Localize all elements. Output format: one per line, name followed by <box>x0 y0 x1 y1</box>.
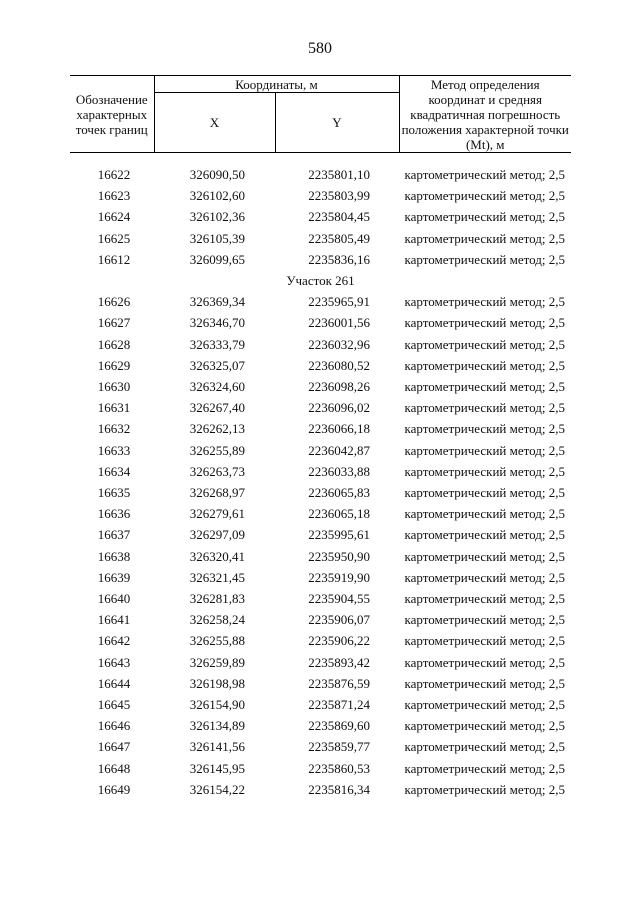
cell-method: картометрический метод; 2,5 <box>404 548 565 564</box>
cell-point-number: 16622 <box>97 167 131 182</box>
cell-y: 2235871,24 <box>308 697 370 713</box>
cell-x: 326281,83 <box>189 591 245 607</box>
coordinates-table-container <box>70 75 571 800</box>
cell-x: 326102,36 <box>189 209 245 225</box>
cell-method: картометрический метод; 2,5 <box>404 527 565 543</box>
cell-method: картометрический метод; 2,5 <box>404 357 565 373</box>
cell-point-number: 16627 <box>97 315 131 331</box>
cell-point-number: 16623 <box>97 188 131 204</box>
cell-y: 2236065,18 <box>308 506 370 522</box>
table-row <box>70 758 571 779</box>
table-row <box>70 461 571 482</box>
cell-x: 326321,45 <box>189 569 245 585</box>
cell-x: 326099,65 <box>189 251 245 267</box>
cell-method: картометрический метод; 2,5 <box>404 506 565 522</box>
cell-y: 2235893,42 <box>308 654 370 670</box>
cell-y: 2236098,26 <box>308 379 370 395</box>
coordinates-table <box>70 75 571 800</box>
header-method: Метод определения координат и средняя квадратичная погрешность положения характерной точки (Mt), м <box>399 76 571 153</box>
table-row <box>70 312 571 333</box>
header-y: Y <box>275 93 399 153</box>
cell-x: 326320,41 <box>189 548 245 564</box>
cell-y: 2235803,99 <box>308 188 370 204</box>
table-row <box>70 397 571 418</box>
header-designation: Обозначение характерных точек границ <box>70 76 154 153</box>
cell-method: картометрический метод; 2,5 <box>404 400 565 416</box>
cell-y: 2235869,60 <box>308 718 370 734</box>
cell-y: 2236066,18 <box>308 421 370 437</box>
table-row <box>70 652 571 673</box>
cell-x: 326141,56 <box>189 739 245 755</box>
cell-method: картометрический метод; 2,5 <box>404 315 565 331</box>
cell-point-number: 16648 <box>97 760 131 776</box>
cell-method: картометрический метод; 2,5 <box>404 442 565 458</box>
cell-x: 326263,73 <box>189 463 245 479</box>
cell-point-number: 16641 <box>97 612 131 628</box>
cell-method: картометрический метод; 2,5 <box>404 612 565 628</box>
cell-x: 326102,60 <box>189 188 245 204</box>
cell-y: 2236096,02 <box>308 400 370 416</box>
table-row <box>70 546 571 567</box>
cell-method: картометрический метод; 2,5 <box>404 209 565 225</box>
cell-point-number: 16626 <box>97 294 131 310</box>
cell-y: 2235950,90 <box>308 548 370 564</box>
cell-y: 2235860,53 <box>308 760 370 776</box>
table-row <box>70 779 571 800</box>
cell-method: картометрический метод; 2,5 <box>404 718 565 734</box>
cell-x: 326255,88 <box>189 633 245 649</box>
cell-point-number: 16646 <box>97 718 131 734</box>
cell-y: 2236032,96 <box>308 336 370 352</box>
cell-y: 2235919,90 <box>308 569 370 585</box>
cell-y: 2236001,56 <box>308 315 370 331</box>
cell-y: 2235965,91 <box>308 294 370 310</box>
cell-y: 2235816,34 <box>308 781 370 797</box>
cell-method: картометрический метод; 2,5 <box>404 485 565 501</box>
table-row <box>70 249 571 270</box>
cell-x: 326267,40 <box>189 400 245 416</box>
cell-point-number: 16633 <box>97 442 131 458</box>
cell-y: 2235805,49 <box>308 230 370 246</box>
table-row <box>70 206 571 227</box>
table-row <box>70 334 571 355</box>
cell-method: картометрический метод; 2,5 <box>404 463 565 479</box>
cell-point-number: 16628 <box>97 336 131 352</box>
table-row <box>70 630 571 651</box>
cell-point-number: 16634 <box>97 463 131 479</box>
table-row <box>70 291 571 312</box>
cell-x: 326279,61 <box>189 506 245 522</box>
cell-y: 2236080,52 <box>308 357 370 373</box>
cell-method: картометрический метод; 2,5 <box>404 739 565 755</box>
cell-x: 326268,97 <box>189 485 245 501</box>
cell-point-number: 16624 <box>97 209 131 225</box>
cell-method: картометрический метод; 2,5 <box>404 230 565 246</box>
table-row <box>70 503 571 524</box>
cell-point-number: 16639 <box>97 569 131 585</box>
table-row <box>70 609 571 630</box>
table-row <box>70 376 571 397</box>
cell-point-number: 16632 <box>97 421 131 437</box>
table-row <box>70 482 571 503</box>
cell-x: 326297,09 <box>189 527 245 543</box>
cell-point-number: 16643 <box>97 654 131 670</box>
header-x: X <box>154 93 275 153</box>
cell-method: картометрический метод; 2,5 <box>404 633 565 649</box>
cell-method: картометрический метод; 2,5 <box>404 569 565 585</box>
table-row <box>70 355 571 376</box>
section-title: Участок 261 <box>286 273 355 289</box>
cell-method: картометрический метод; 2,5 <box>404 760 565 776</box>
cell-point-number: 16631 <box>97 400 131 416</box>
table-row <box>70 588 571 609</box>
cell-y: 2236033,88 <box>308 463 370 479</box>
table-row <box>70 694 571 715</box>
table-row <box>70 228 571 249</box>
cell-y: 2235995,61 <box>308 527 370 543</box>
cell-x: 326154,22 <box>189 781 245 797</box>
cell-x: 326262,13 <box>189 421 245 437</box>
cell-point-number: 16629 <box>97 357 131 373</box>
cell-method: картометрический метод; 2,5 <box>404 421 565 437</box>
cell-point-number: 16640 <box>97 591 131 607</box>
table-row <box>70 715 571 736</box>
table-header <box>70 76 571 153</box>
cell-y: 2235836,16 <box>308 251 370 267</box>
cell-method: картометрический метод; 2,5 <box>404 781 565 797</box>
table-row <box>70 673 571 694</box>
cell-x: 326154,90 <box>189 697 245 713</box>
cell-y: 2235876,59 <box>308 675 370 691</box>
cell-y: 2236065,83 <box>308 485 370 501</box>
cell-y: 2235801,10 <box>308 167 370 182</box>
cell-method: картометрический метод; 2,5 <box>404 294 565 310</box>
cell-y: 2235904,55 <box>308 591 370 607</box>
cell-method: картометрический метод; 2,5 <box>404 379 565 395</box>
cell-x: 326255,89 <box>189 442 245 458</box>
cell-x: 326325,07 <box>189 357 245 373</box>
cell-point-number: 16644 <box>97 675 131 691</box>
cell-point-number: 16647 <box>97 739 131 755</box>
cell-x: 326346,70 <box>189 315 245 331</box>
table-row <box>70 524 571 545</box>
cell-point-number: 16635 <box>97 485 131 501</box>
table-row <box>70 185 571 206</box>
cell-y: 2235859,77 <box>308 739 370 755</box>
cell-method: картометрический метод; 2,5 <box>404 675 565 691</box>
cell-method: картометрический метод; 2,5 <box>404 336 565 352</box>
cell-point-number: 16637 <box>97 527 131 543</box>
cell-method: картометрический метод; 2,5 <box>404 188 565 204</box>
cell-point-number: 16642 <box>97 633 131 649</box>
cell-x: 326105,39 <box>189 230 245 246</box>
cell-x: 326258,24 <box>189 612 245 628</box>
header-coordinates: Координаты, м <box>154 76 399 93</box>
table-row <box>70 567 571 588</box>
cell-x: 326198,98 <box>189 675 245 691</box>
table-row <box>70 164 571 185</box>
table-row <box>70 440 571 461</box>
table-row <box>70 418 571 439</box>
cell-method: картометрический метод; 2,5 <box>404 251 565 267</box>
cell-point-number: 16645 <box>97 697 131 713</box>
cell-x: 326090,50 <box>189 167 245 182</box>
cell-method: картометрический метод; 2,5 <box>404 654 565 670</box>
table-row <box>70 736 571 757</box>
cell-point-number: 16630 <box>97 379 131 395</box>
cell-method: картометрический метод; 2,5 <box>404 591 565 607</box>
cell-point-number: 16636 <box>97 506 131 522</box>
cell-y: 2235906,07 <box>308 612 370 628</box>
cell-method: картометрический метод; 2,5 <box>404 697 565 713</box>
cell-method: картометрический метод; 2,5 <box>404 167 565 182</box>
cell-point-number: 16625 <box>97 230 131 246</box>
cell-x: 326333,79 <box>189 336 245 352</box>
cell-point-number: 16638 <box>97 548 131 564</box>
cell-x: 326369,34 <box>189 294 245 310</box>
table-body <box>70 153 571 801</box>
cell-point-number: 16612 <box>97 251 131 267</box>
cell-x: 326145,95 <box>189 760 245 776</box>
cell-y: 2235804,45 <box>308 209 370 225</box>
page-number: 580 <box>308 40 332 57</box>
cell-y: 2235906,22 <box>308 633 370 649</box>
cell-y: 2236042,87 <box>308 442 370 458</box>
cell-point-number: 16649 <box>97 781 131 797</box>
cell-x: 326259,89 <box>189 654 245 670</box>
section-row <box>70 270 571 291</box>
cell-x: 326134,89 <box>189 718 245 734</box>
cell-x: 326324,60 <box>189 379 245 395</box>
